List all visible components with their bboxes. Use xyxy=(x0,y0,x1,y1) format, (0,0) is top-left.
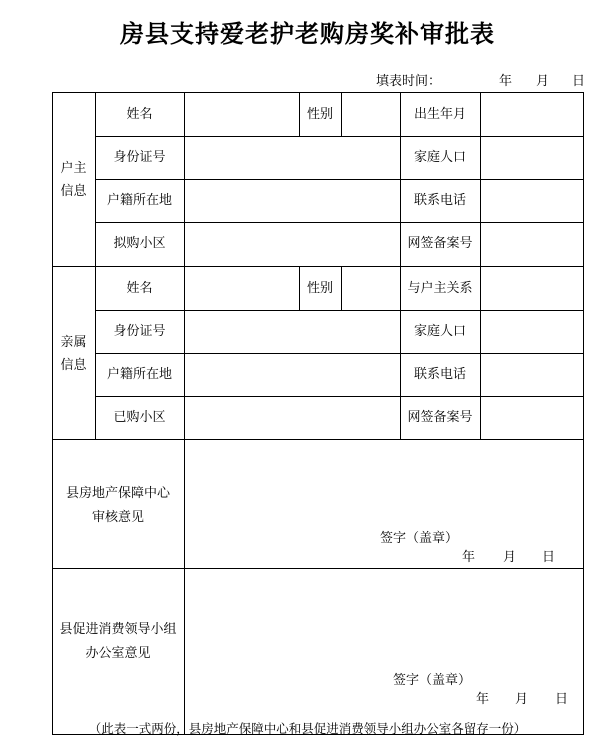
review1-opinion-field[interactable] xyxy=(186,442,582,566)
fill-date-day: 日 xyxy=(572,74,586,89)
review1-year: 年 xyxy=(462,550,476,565)
review2-month: 月 xyxy=(515,692,529,707)
form-title: 房县支持爱老护老购房奖补审批表 xyxy=(120,19,495,48)
relative-community-label: 已购小区 xyxy=(113,410,166,425)
owner-hukou-label: 户籍所在地 xyxy=(106,193,172,208)
relative-relation-field[interactable] xyxy=(482,269,582,307)
review1-label-2: 审核意见 xyxy=(91,510,144,525)
column-divider xyxy=(400,92,401,439)
relative-gender-label: 性别 xyxy=(306,281,333,296)
owner-hukou-field[interactable] xyxy=(186,181,398,219)
relative-id-field[interactable] xyxy=(186,312,398,350)
owner-birth-field[interactable] xyxy=(482,95,582,133)
relative-section-label-1: 亲属 xyxy=(60,335,87,350)
owner-id-field[interactable] xyxy=(186,138,398,176)
column-divider xyxy=(480,92,481,439)
owner-section-label-2: 信息 xyxy=(60,184,87,199)
owner-section-label-1: 户主 xyxy=(60,161,87,176)
column-divider xyxy=(341,92,342,136)
review1-day: 日 xyxy=(542,550,556,565)
relative-household-field[interactable] xyxy=(482,312,582,350)
review2-year: 年 xyxy=(476,692,490,707)
relative-name-label: 姓名 xyxy=(126,281,153,296)
owner-phone-field[interactable] xyxy=(482,181,582,219)
section-divider xyxy=(52,568,584,569)
relative-hukou-field[interactable] xyxy=(186,355,398,393)
relative-phone-label: 联系电话 xyxy=(413,367,466,382)
row-divider xyxy=(95,396,584,397)
owner-gender-field[interactable] xyxy=(343,95,398,133)
relative-household-label: 家庭人口 xyxy=(413,324,466,339)
owner-id-label: 身份证号 xyxy=(113,150,166,165)
review1-label-1: 县房地产保障中心 xyxy=(65,486,170,501)
fill-date-month: 月 xyxy=(536,74,550,89)
owner-contract-label: 网签备案号 xyxy=(407,236,473,251)
review2-sign-label: 签字（盖章） xyxy=(393,673,472,688)
section-divider xyxy=(52,439,584,440)
owner-community-field[interactable] xyxy=(186,224,398,262)
review2-label-2: 办公室意见 xyxy=(85,646,151,661)
fill-date-year: 年 xyxy=(499,74,513,89)
owner-birth-label: 出生年月 xyxy=(413,107,466,122)
section-divider xyxy=(52,266,584,267)
footer-note: （此表一式两份，县房地产保障中心和县促进消费领导小组办公室各留存一份） xyxy=(88,721,527,736)
review2-label-1: 县促进消费领导小组 xyxy=(59,622,177,637)
column-divider xyxy=(184,92,185,735)
owner-household-label: 家庭人口 xyxy=(413,150,466,165)
relative-gender-field[interactable] xyxy=(343,269,398,307)
owner-community-label: 拟购小区 xyxy=(113,236,166,251)
relative-id-label: 身份证号 xyxy=(113,324,166,339)
owner-name-label: 姓名 xyxy=(126,107,153,122)
review1-month: 月 xyxy=(503,550,517,565)
row-divider xyxy=(95,179,584,180)
column-divider xyxy=(95,92,96,439)
review2-day: 日 xyxy=(555,692,569,707)
owner-gender-label: 性别 xyxy=(306,107,333,122)
relative-community-field[interactable] xyxy=(186,398,398,436)
relative-section-label-2: 信息 xyxy=(60,358,87,373)
row-divider xyxy=(95,310,584,311)
column-divider xyxy=(341,266,342,310)
relative-phone-field[interactable] xyxy=(482,355,582,393)
relative-relation-label: 与户主关系 xyxy=(407,281,473,296)
relative-name-field[interactable] xyxy=(186,269,297,307)
owner-household-field[interactable] xyxy=(482,138,582,176)
review1-sign-label: 签字（盖章） xyxy=(380,531,459,546)
relative-hukou-label: 户籍所在地 xyxy=(106,367,172,382)
relative-contract-field[interactable] xyxy=(482,398,582,436)
relative-contract-label: 网签备案号 xyxy=(407,410,473,425)
owner-phone-label: 联系电话 xyxy=(413,193,466,208)
owner-contract-field[interactable] xyxy=(482,224,582,262)
row-divider xyxy=(95,222,584,223)
row-divider xyxy=(95,353,584,354)
fill-date xyxy=(376,70,596,88)
owner-name-field[interactable] xyxy=(186,95,297,133)
fill-date-label: 填表时间： xyxy=(376,74,442,89)
row-divider xyxy=(95,136,584,137)
